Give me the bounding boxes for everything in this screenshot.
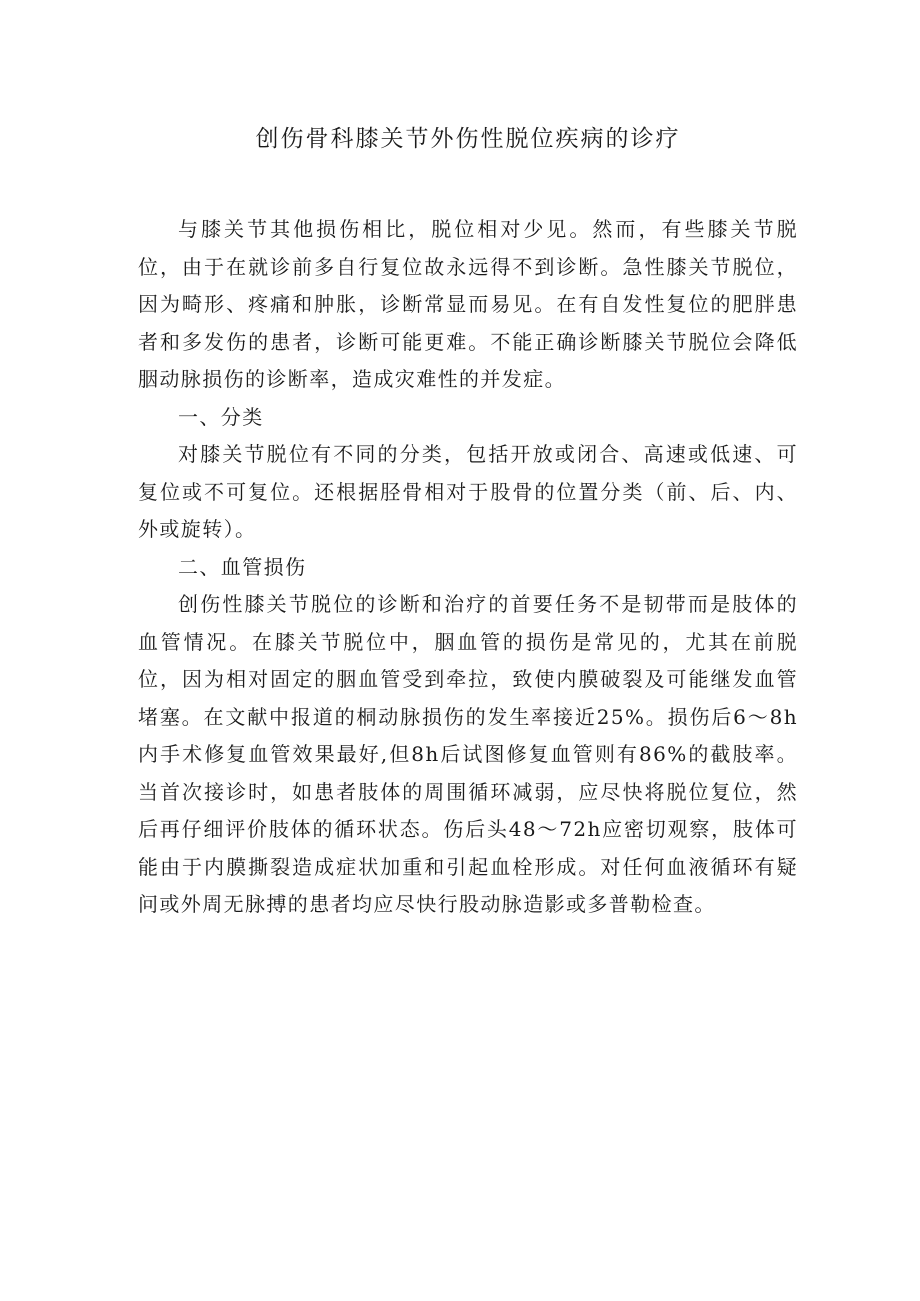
document-title: 创伤骨科膝关节外伤性脱位疾病的诊疗 — [255, 126, 681, 152]
section-heading-vascular-injury: 二、血管损伤 — [178, 554, 307, 579]
document-body — [138, 211, 798, 924]
section-heading-classification: 一、分类 — [178, 404, 264, 429]
section-paragraph-vascular-injury: 创伤性膝关节脱位的诊断和治疗的首要任务不是韧带而是肢体的血管情况。在膝关节脱位中，胭血管的损伤是常见的，尤其在前脱位，因为相对固定的胭血管受到牵拉，致使内膜破裂及可能继发血管堵塞。在文献中报道的桐动脉损伤的发生率接近25%。损伤后6～8h内手术修复血管效果最好,但8h后试图修复血管则有86%的截肢率。当首次接诊时，如患者肢体的周围循环减弱，应尽快将脱位复位，然后再仔细评价肢体的循环状态。伤后头48～72h应密切观察，肢体可能由于内膜撕裂造成症状加重和引起血栓形成。对任何血液循环有疑问或外周无脉搏的患者均应尽快行股动脉造影或多普勒检查。 — [138, 592, 798, 916]
section-paragraph-classification: 对膝关节脱位有不同的分类，包括开放或闭合、高速或低速、可复位或不可复位。还根据胫骨相对于股骨的位置分类（前、后、内、外或旋转）。 — [138, 442, 798, 541]
intro-paragraph: 与膝关节其他损伤相比，脱位相对少见。然而，有些膝关节脱位，由于在就诊前多自行复位故永远得不到诊断。急性膝关节脱位，因为畸形、疼痛和肿胀，诊断常显而易见。在有自发性复位的肥胖患者和多发伤的患者，诊断可能更难。不能正确诊断膝关节脱位会降低胭动脉损伤的诊断率，造成灾难性的并发症。 — [138, 217, 798, 391]
